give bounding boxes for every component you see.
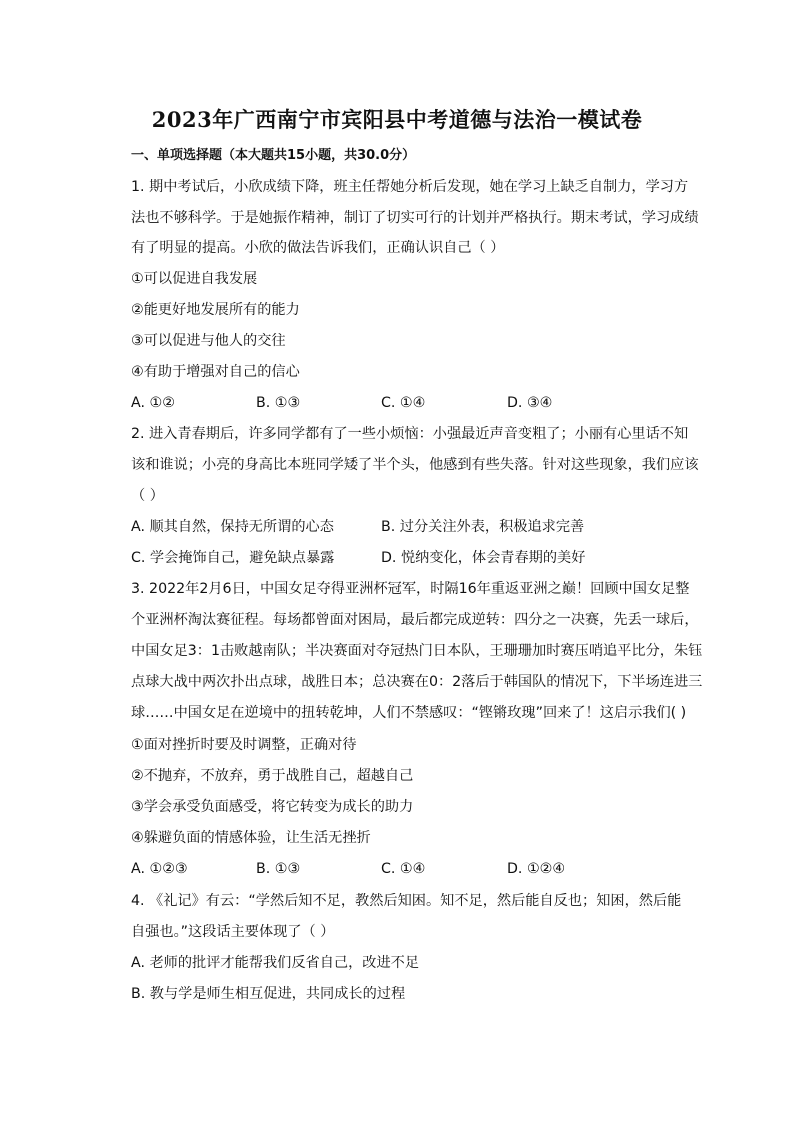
- q1-line-2: 法也不够科学。于是她振作精神，制订了切实可行的计划并严格执行。期末考试，学习成绩: [131, 210, 699, 226]
- q1-line-3: 有了明显的提高。小欣的做法告诉我们，正确认识自己（ ）: [131, 240, 505, 256]
- q2-line-2: 该和谁说；小亮的身高比本班同学矮了半个头，他感到有些失落。针对这些现象，我们应该: [131, 457, 699, 473]
- q1-statement-1: ①可以促进自我发展: [131, 271, 258, 287]
- q4-option-b: B. 教与学是师生相互促进，共同成长的过程: [131, 986, 406, 1002]
- q2-option-c: C. 学会掩饰自己，避免缺点暴露: [131, 550, 335, 566]
- q3-statement-2: ②不抛弃，不放弃，勇于战胜自己，超越自己: [131, 768, 414, 784]
- q1-statement-3: ③可以促进与他人的交往: [131, 333, 286, 349]
- q3-line-1: 3. 2022年2月6日，中国女足夺得亚洲杯冠军，时隔16年重返亚洲之巅！回顾中国女足整: [131, 581, 690, 597]
- q2-option-b: B. 过分关注外表，积极追求完善: [381, 519, 585, 535]
- q3-option-a: A. ①②③: [131, 861, 188, 877]
- q4-line-2: 自强也。”这段话主要体现了（ ）: [131, 924, 335, 940]
- q2-line-3: （ ）: [131, 488, 164, 504]
- q1-statement-4: ④有助于增强对自己的信心: [131, 364, 300, 380]
- q4-line-1: 4. 《礼记》有云：“学然后知不足，教然后知困。知不足，然后能自反也；知困，然后能: [131, 893, 682, 909]
- q3-statement-4: ④躲避负面的情感体验，让生活无挫折: [131, 830, 371, 846]
- q3-statement-1: ①面对挫折时要及时调整，正确对待: [131, 737, 357, 753]
- q2-option-a: A. 顺其自然，保持无所谓的心态: [131, 519, 334, 535]
- q1-option-d: D. ③④: [507, 395, 553, 411]
- q3-option-c: C. ①④: [381, 861, 426, 877]
- q2-line-1: 2. 进入青春期后，许多同学都有了一些小烦恼：小强最近声音变粗了；小丽有心里话不知: [131, 426, 689, 442]
- q1-option-c: C. ①④: [381, 395, 426, 411]
- q1-option-b: B. ①③: [256, 395, 301, 411]
- q4-option-a: A. 老师的批评才能帮我们反省自己，改进不足: [131, 955, 420, 971]
- q2-option-d: D. 悦纳变化，体会青春期的美好: [381, 550, 586, 566]
- page-title: 2023年广西南宁市宾阳县中考道德与法治一模试卷: [151, 107, 643, 132]
- q1-statement-2: ②能更好地发展所有的能力: [131, 302, 300, 318]
- q3-line-4: 点球大战中两次扑出点球，战胜日本；总决赛在0：2落后于韩国队的情况下，下半场连进三: [131, 674, 703, 690]
- q3-option-d: D. ①②④: [507, 861, 566, 877]
- q1-option-a: A. ①②: [131, 395, 175, 411]
- section-heading: 一、单项选择题（本大题共15小题，共30.0分）: [131, 148, 416, 163]
- q3-line-3: 中国女足3：1击败越南队；半决赛面对夺冠热门日本队，王珊珊加时赛压哨追平比分，朱钰: [131, 643, 703, 659]
- q3-statement-3: ③学会承受负面感受，将它转变为成长的助力: [131, 799, 414, 815]
- q3-option-b: B. ①③: [256, 861, 301, 877]
- q1-line-1: 1. 期中考试后，小欣成绩下降，班主任帮她分析后发现，她在学习上缺乏自制力，学习方: [131, 179, 689, 195]
- q3-line-5: 球……中国女足在逆境中的扭转乾坤，人们不禁感叹：“铿锵玫瑰”回来了！这启示我们( ): [131, 705, 687, 721]
- q3-line-2: 个亚洲杯淘汰赛征程。每场都曾面对困局，最后都完成逆转：四分之一决赛，先丢一球后，: [131, 612, 699, 628]
